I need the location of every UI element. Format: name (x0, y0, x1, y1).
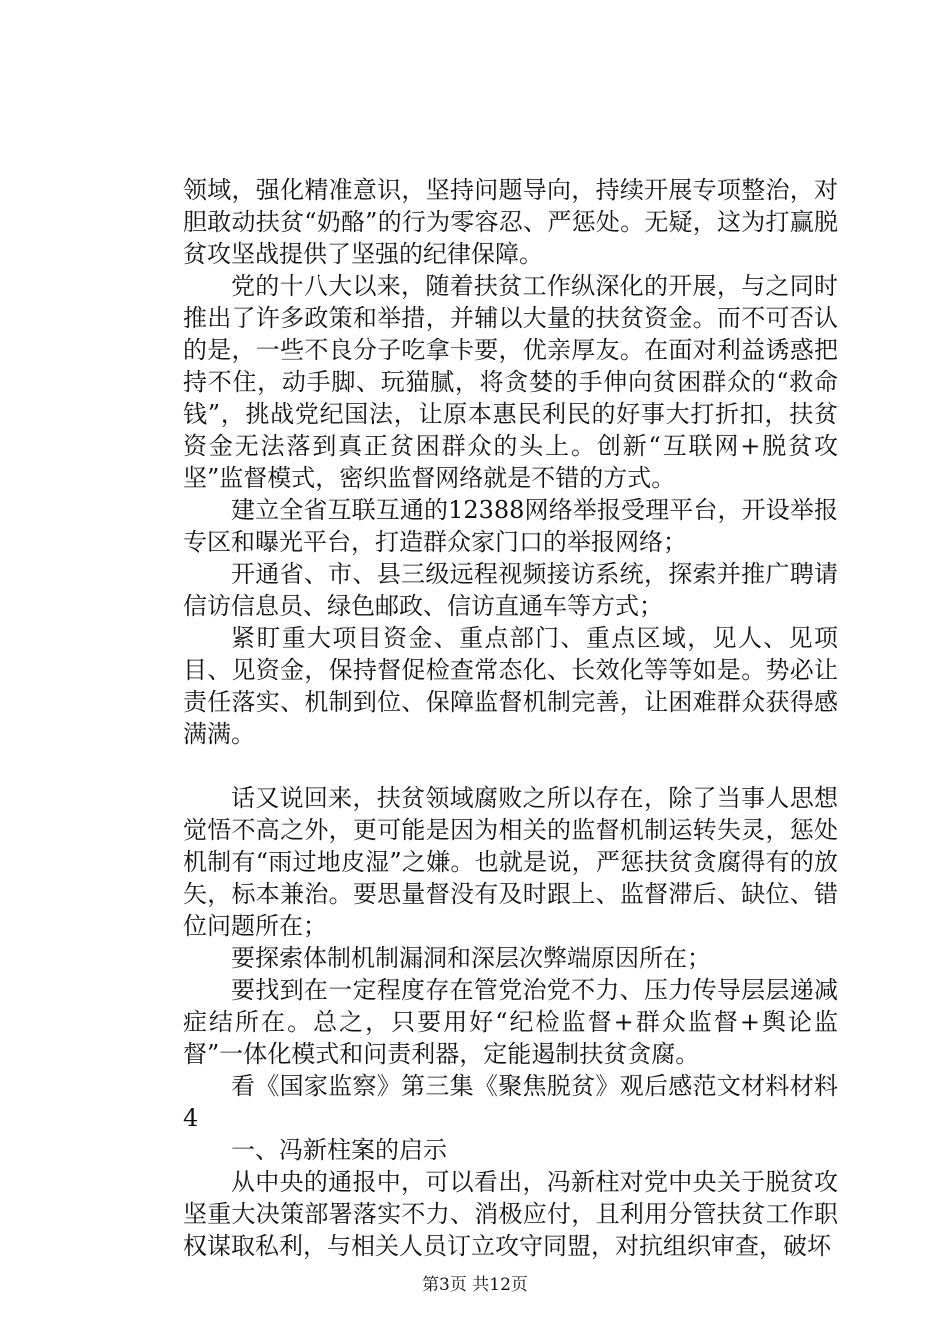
paragraph: 话又说回来，扶贫领域腐败之所以存在，除了当事人思想觉悟不高之外，更可能是因为相关的监督机制运转失灵，惩处机制有“雨过地皮湿”之嫌。也就是说，严惩扶贫贪腐得有的放矢，标本兼治。要思量督没有及时跟上、监督滞后、缺位、错位问题所在； (183, 784, 838, 940)
paragraph: 紧盯重大项目资金、重点部门、重点区域，见人、见项目、见资金，保持督促检查常态化、长效化等等如是。势必让责任落实、机制到位、保障监督机制完善，让困难群众获得感满满。 (183, 624, 838, 748)
paragraph: 建立全省互联互通的12388网络举报受理平台，开设举报专区和曝光平台，打造群众家门口的举报网络； (183, 496, 838, 556)
section-heading: 一、冯新柱案的启示 (231, 1136, 447, 1164)
page-footer: 第3页 共12页 (422, 1275, 528, 1295)
section-title: 看《国家监察》第三集《聚焦脱贫》观后感范文材料材料4 (183, 1072, 838, 1132)
paragraph: 开通省、市、县三级远程视频接访系统，探索并推广聘请信访信息员、绿色邮政、信访直通车等方式； (183, 560, 838, 620)
paragraph: 从中央的通报中，可以看出，冯新柱对党中央关于脱贫攻坚重大决策部署落实不力、消极应付，且利用分管扶贫工作职权谋取私利，与相关人员订立攻守同盟，对抗组织审查，破坏 (183, 1168, 838, 1260)
paragraph: 要找到在一定程度存在管党治党不力、压力传导层层递减症结所在。总之，只要用好“纪检监督+群众监督+舆论监督”一体化模式和问责利器，定能遏制扶贫贪腐。 (183, 976, 838, 1068)
paragraph: 党的十八大以来，随着扶贫工作纵深化的开展，与之同时推出了许多政策和举措，并辅以大量的扶贫资金。而不可否认的是，一些不良分子吃拿卡要，优亲厚友。在面对利益诱惑把持不住，动手脚、玩猫腻，将贪婪的手伸向贫困群众的“救命钱”，挑战党纪国法，让原本惠民利民的好事大打折扣，扶贫资金无法落到真正贫困群众的头上。创新“互联网+脱贫攻坚”监督模式，密织监督网络就是不错的方式。 (183, 272, 838, 492)
paragraph-continued: 领域，强化精准意识，坚持问题导向，持续开展专项整治，对胆敢动扶贫“奶酪”的行为零容忍、严惩处。无疑，这为打赢脱贫攻坚战提供了坚强的纪律保障。 (183, 176, 838, 268)
document-body (183, 174, 838, 1262)
paragraph: 要探索体制机制漏洞和深层次弊端原因所在； (231, 944, 711, 972)
